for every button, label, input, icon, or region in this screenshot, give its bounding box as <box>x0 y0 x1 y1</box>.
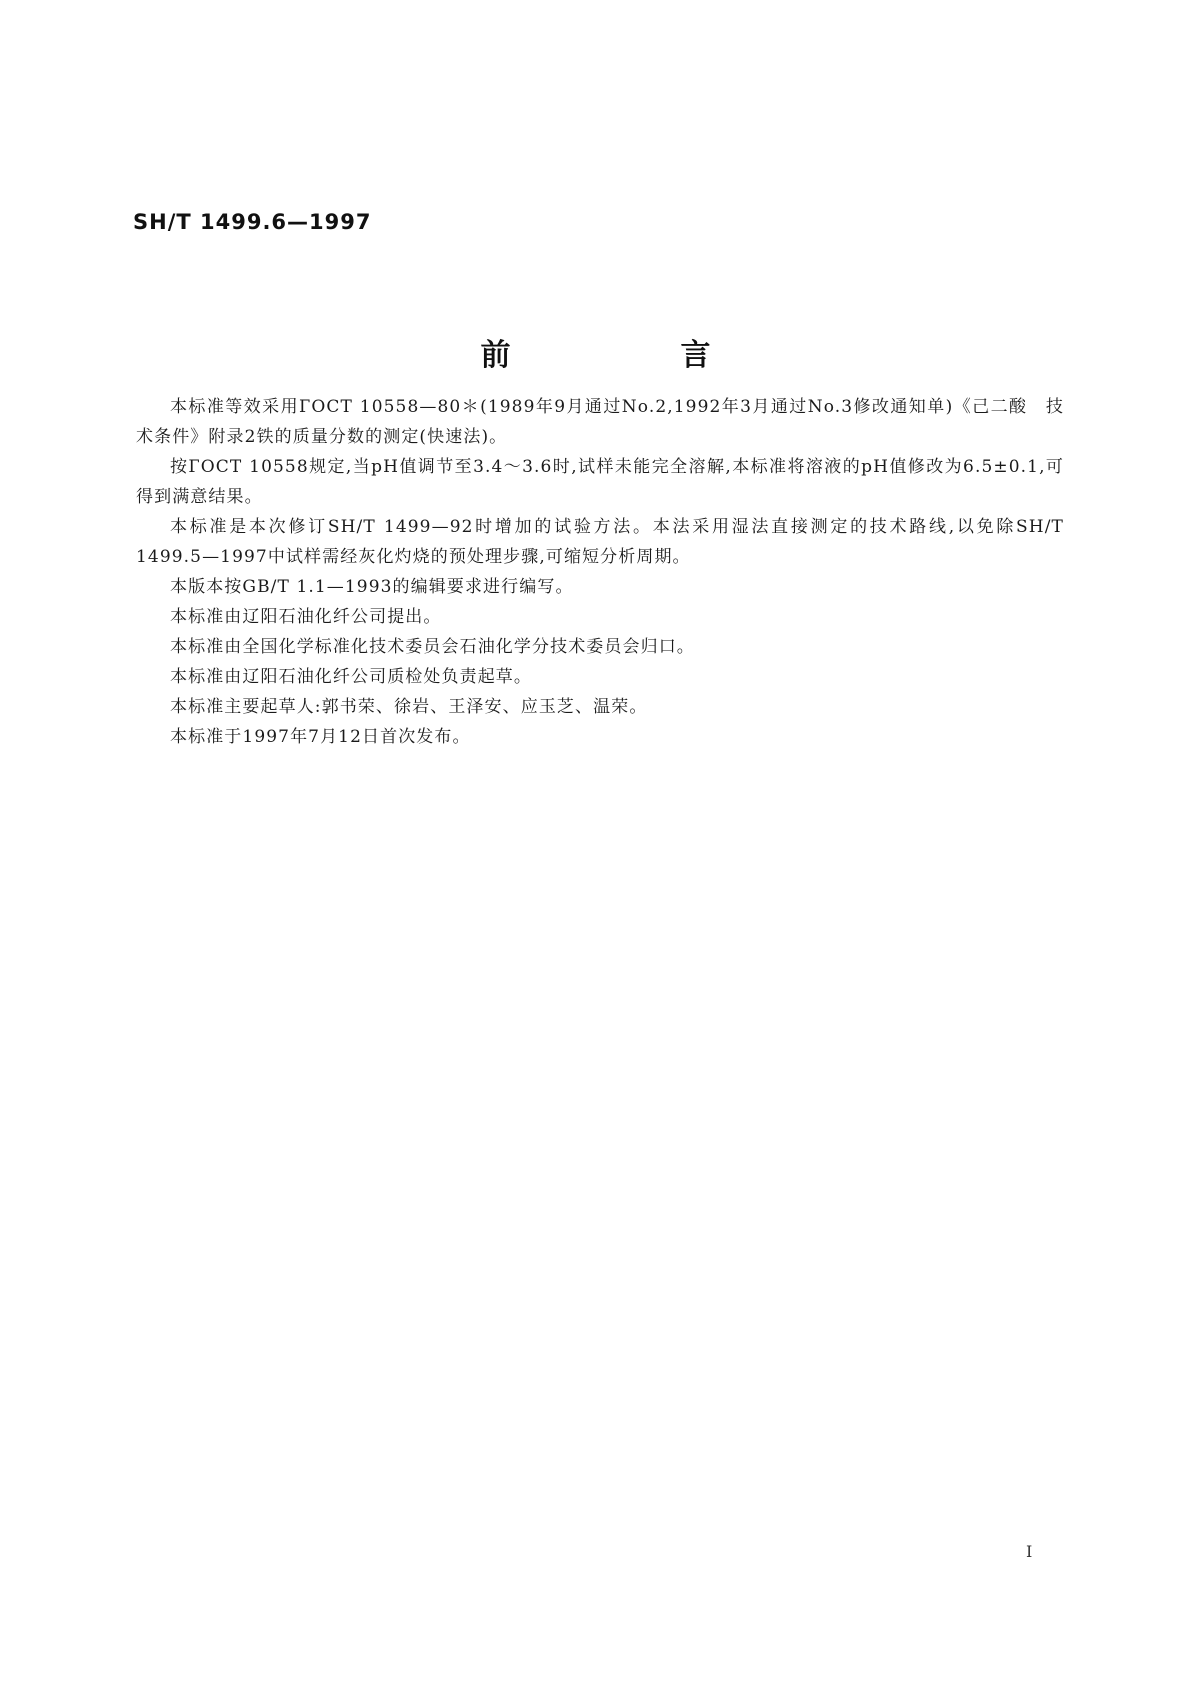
paragraph-proposed-by: 本标准由辽阳石油化纤公司提出。 <box>170 607 442 627</box>
paragraph-editing-rules: 本版本按GB/T 1.1—1993的编辑要求进行编写。 <box>170 577 574 597</box>
paragraph-centralized-by: 本标准由全国化学标准化技术委员会石油化学分技术委员会归口。 <box>170 637 695 657</box>
standard-code: SH/T 1499.6—1997 <box>133 210 372 234</box>
page-number: I <box>1026 1542 1033 1561</box>
paragraph-adoption: 本标准等效采用ГОСТ 10558—80＊(1989年9月通过No.2,1992年3月通过No.3修改通知单)《己二酸 技术条件》附录2铁的质量分数的测定(快速法)。 <box>136 397 1064 447</box>
paragraph-drafted-by: 本标准由辽阳石油化纤公司质检处负责起草。 <box>170 667 532 687</box>
paragraph-ph-modification: 按ГОСТ 10558规定,当pH值调节至3.4～3.6时,试样未能完全溶解,本标准将溶液的pH值修改为6.5±0.1,可得到满意结果。 <box>136 457 1064 507</box>
foreword-body <box>136 392 1064 752</box>
paragraph-issue-date: 本标准于1997年7月12日首次发布。 <box>170 727 471 747</box>
page-title: 前 言 <box>480 338 781 373</box>
paragraph-revision-note: 本标准是本次修订SH/T 1499—92时增加的试验方法。本法采用湿法直接测定的技术路线,以免除SH/T 1499.5—1997中试样需经灰化灼烧的预处理步骤,可缩短分析周期。 <box>136 517 1064 567</box>
paragraph-drafters: 本标准主要起草人:郭书荣、徐岩、王泽安、应玉芝、温荣。 <box>170 697 648 717</box>
